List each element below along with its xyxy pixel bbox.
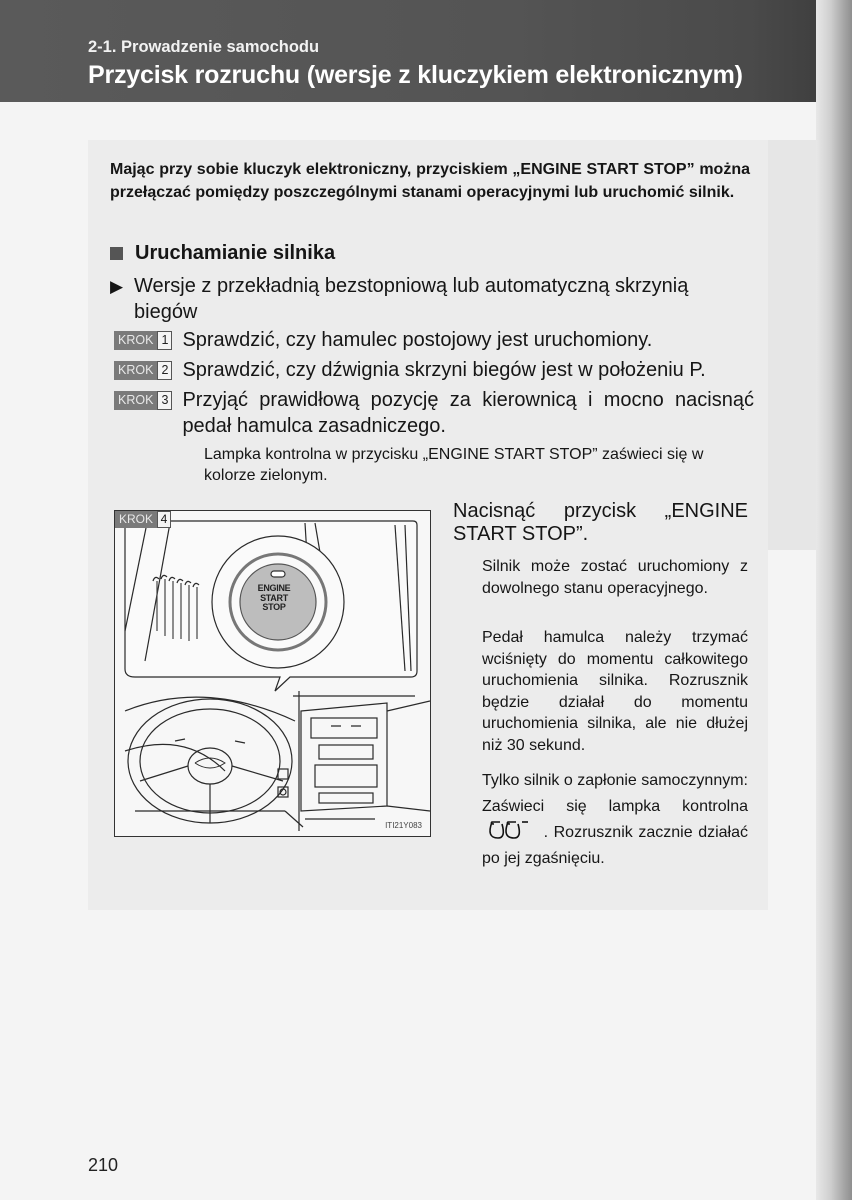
triangle-bullet-icon: ▶ (110, 277, 124, 296)
step-badge-word: KROK (114, 391, 157, 410)
button-label-line: STOP (262, 602, 286, 612)
button-label-line: START (260, 592, 288, 603)
step-4-paragraph-1: Silnik może zostać uruchomiony z dowolnego stanu operacyjnego. (482, 558, 748, 597)
step-badge (115, 511, 171, 528)
square-bullet-icon (110, 247, 123, 260)
step-badge-word: KROK (114, 331, 157, 350)
glow-plug-indicator-icon (488, 820, 532, 840)
step-3-note: Lampka kontrolna w przycisku „ENGINE START STOP” zaświeci się w kolorze zielonym. (204, 446, 704, 484)
step-1 (114, 327, 754, 353)
button-label-line: ENGINE (257, 583, 291, 593)
page-number: 210 (88, 1155, 119, 1175)
page-title: Przycisk rozruchu (wersje z kluczykiem elektronicznym) (88, 61, 743, 89)
step-4-illustration (114, 510, 431, 837)
section-heading-text: Uruchamianie silnika (135, 242, 336, 264)
step-badge-number: 1 (157, 331, 172, 350)
step-3 (114, 387, 754, 439)
page-header (0, 0, 852, 102)
step-text: Sprawdzić, czy dźwignia skrzyni biegów jest w położeniu P. (182, 359, 706, 381)
page-edge-shadow (816, 0, 852, 1200)
step-4-paragraph-2: Pedał hamulca należy trzymać wciśnięty do momentu całkowitego uruchomienia silnika. Rozrusznik będzie działał do momentu uruchomienia silnika, ale nie dłużej niż 30 sekund. (482, 629, 748, 754)
paragraph-3-start: Tylko silnik o zapłonie samoczynnym: Zaświeci się lampka kontrolna (482, 772, 748, 815)
step-badge-word: KROK (115, 511, 157, 528)
step-4-paragraph-3 (482, 768, 748, 872)
step-badge-word: KROK (114, 361, 157, 380)
intro-paragraph: Mając przy sobie kluczyk elektroniczny, przyciskiem „ENGINE START STOP” można przełączać pomiędzy poszczególnymi stanami operacyjnymi lub uruchomić silnik. (110, 161, 750, 201)
step-text: Sprawdzić, czy hamulec postojowy jest uruchomiony. (182, 329, 653, 351)
section-label: 2-1. Prowadzenie samochodu (88, 38, 320, 56)
step-badge-number: 2 (157, 361, 172, 380)
engine-start-stop-button-label (254, 584, 294, 613)
step-text: Przyjąć prawidłową pozycję za kierownicą i mocno nacisnąć pedał hamulca zasadniczego. (182, 389, 754, 437)
dashboard-drawing (115, 511, 430, 836)
step-4-title: Nacisnąć przycisk „ENGINE START STOP”. (453, 500, 748, 545)
step-badge-number: 4 (157, 511, 171, 528)
section-heading (110, 242, 335, 265)
step-badge (114, 361, 172, 380)
variant-text: Wersje z przekładnią bezstopniową lub automatyczną skrzynią biegów (134, 275, 689, 323)
step-badge (114, 331, 172, 350)
step-badge (114, 391, 172, 410)
step-2 (114, 357, 754, 383)
figure-code: ITI21Y083 (385, 821, 422, 830)
variant-line (110, 273, 750, 325)
step-badge-number: 3 (157, 391, 172, 410)
bleed-through-background-right (768, 140, 816, 550)
paragraph-3-end: . Rozrusznik zacznie działać po jej zgaśnięciu. (482, 824, 748, 867)
